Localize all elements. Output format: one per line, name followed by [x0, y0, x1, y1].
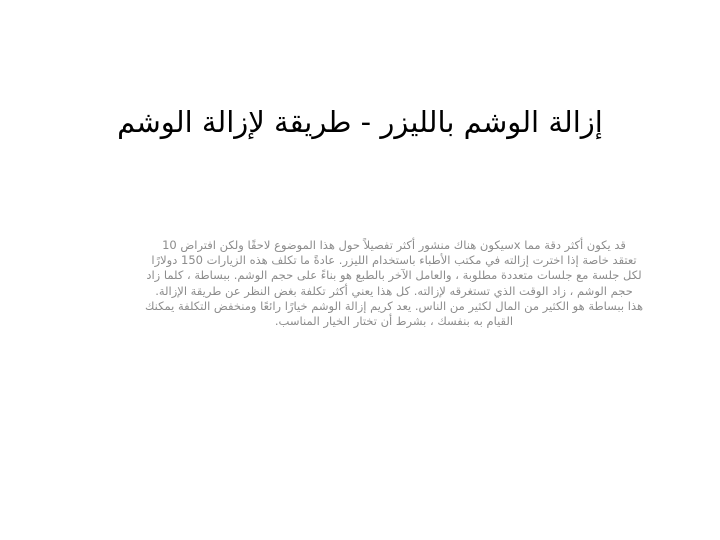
body-line: قد يكون أكثر دقة مما xسيكون هناك منشور أكثر تفصيلاً حول هذا الموضوع لاحقًا ولكن افتراض 10	[162, 238, 626, 252]
body-line: تعتقد خاصة إذا اخترت إزالته في مكتب الأطباء باستخدام الليزر. عادةً ما تكلف هذه الزيارات 150 دولارًا	[151, 253, 637, 268]
body-line: لكل جلسة مع جلسات متعددة مطلوبة ، والعامل الآخر بالطبع هو بناءً على حجم الوشم. ببساطة ، كلما زاد	[146, 268, 642, 283]
body-line: حجم الوشم ، زاد الوقت الذي تستغرقه لإزالته. كل هذا يعني أكثر تكلفة بغض النظر عن طريقة الإزالة.	[155, 283, 633, 298]
slide-title: إزالة الوشم بالليزر - طريقة لإزالة الوشم	[117, 105, 603, 139]
body-line: هذا ببساطة هو الكثير من المال لكثير من الناس. يعد كريم إزالة الوشم خيارًا رائعًا ومنخفض التكلفة يمكنك	[144, 298, 644, 313]
body-line: القيام به بنفسك ، بشرط أن تختار الخيار المناسب.	[274, 314, 514, 329]
slide-body	[84, 238, 704, 329]
